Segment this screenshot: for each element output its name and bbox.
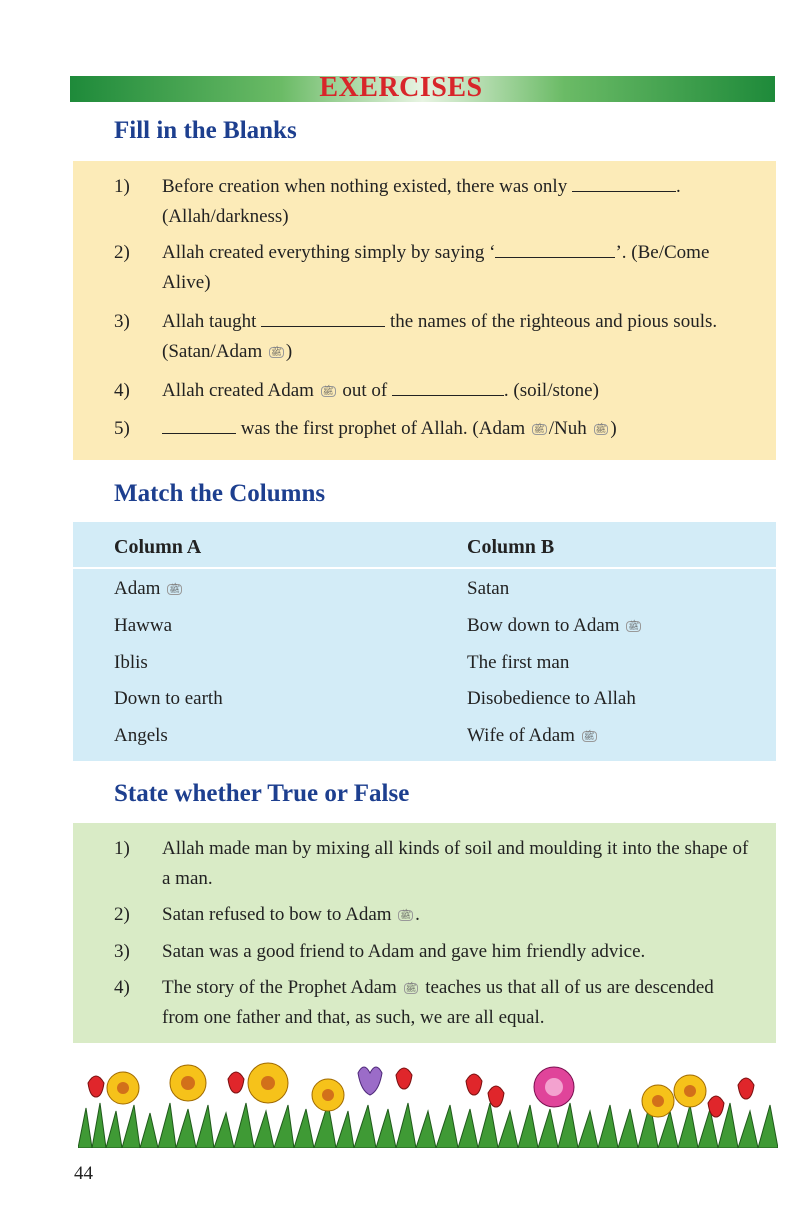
statement-text: Satan was a good friend to Adam and gave him friendly advice. — [162, 941, 646, 962]
statement-number: 3) — [114, 941, 130, 962]
true-false-heading: State whether True or False — [114, 780, 410, 807]
match-columns-heading: Match the Columns — [114, 480, 326, 507]
pbuh-icon: ﷺ — [533, 424, 545, 435]
question-text: Allah created everything simply by saying ‘ — [162, 242, 496, 263]
pbuh-icon: ﷺ — [405, 983, 417, 994]
question-text: the names of the righteous and pious souls. — [385, 311, 718, 332]
question-number: 1) — [114, 176, 130, 197]
column-a-item: Adam ﷺ — [114, 578, 181, 599]
statement-text: The story of the Prophet Adam — [162, 977, 402, 998]
question-text: Allah taught — [162, 311, 262, 332]
answer-options: ) — [285, 341, 293, 362]
question-text: . (soil/stone) — [503, 380, 599, 401]
answer-options: (Allah/darkness) — [162, 206, 289, 227]
question-number: 4) — [114, 380, 130, 401]
column-a-item: Iblis — [114, 652, 148, 673]
column-b-header: Column B — [467, 536, 555, 558]
grass-icon — [78, 1103, 778, 1148]
statement-number: 4) — [114, 977, 130, 998]
question-text: Before creation when nothing existed, there was only — [162, 176, 572, 197]
column-b-item: Satan — [467, 578, 510, 599]
pbuh-icon: ﷺ — [595, 424, 607, 435]
flower-border-illustration — [78, 1053, 778, 1148]
pbuh-icon: ﷺ — [628, 621, 640, 632]
column-a-header: Column A — [114, 536, 202, 558]
question-text: ) — [610, 418, 617, 439]
question-number: 2) — [114, 242, 130, 263]
pbuh-icon: ﷺ — [583, 731, 595, 742]
column-b-item: Disobedience to Allah — [467, 688, 636, 709]
question-text: . — [675, 176, 681, 197]
answer-options: Alive) — [162, 272, 211, 293]
column-a-item: Angels — [114, 725, 168, 746]
page-title: EXERCISES — [319, 72, 483, 103]
statement-text: Allah made man by mixing all kinds of soil and moulding it into the shape of — [162, 838, 749, 859]
purple-flower-icon — [358, 1067, 382, 1095]
question-number: 3) — [114, 311, 130, 332]
column-b-item: Wife of Adam ﷺ — [467, 725, 595, 746]
question-text: /Nuh — [548, 418, 592, 439]
pbuh-icon: ﷺ — [322, 386, 334, 397]
statement-text: Satan refused to bow to Adam — [162, 904, 397, 925]
answer-blank[interactable] — [162, 416, 236, 434]
statement-text: from one father and that, as such, we are all equal. — [162, 1007, 545, 1028]
answer-blank[interactable] — [572, 174, 676, 192]
question-text: ’. (Be/Come — [615, 242, 710, 263]
statement-text: teaches us that all of us are descended — [420, 977, 714, 998]
column-b-item: The first man — [467, 652, 570, 673]
pbuh-icon: ﷺ — [169, 584, 181, 595]
question-number: 5) — [114, 418, 130, 439]
statement-number: 1) — [114, 838, 130, 859]
question-text: was the first prophet of Allah. (Adam — [236, 418, 530, 439]
statement-text: a man. — [162, 868, 213, 889]
answer-blank[interactable] — [495, 240, 615, 258]
statement-text: . — [415, 904, 420, 925]
question-text: out of — [337, 380, 392, 401]
pbuh-icon: ﷺ — [271, 347, 282, 358]
column-b-item: Bow down to Adam ﷺ — [467, 615, 640, 636]
pink-flower-icon — [534, 1067, 574, 1107]
column-a-item: Hawwa — [114, 615, 173, 636]
fill-blanks-heading: Fill in the Blanks — [114, 117, 297, 144]
column-divider — [73, 567, 776, 569]
answer-options: (Satan/Adam — [162, 341, 268, 362]
answer-blank[interactable] — [392, 378, 504, 396]
page-number: 44 — [74, 1163, 93, 1184]
column-a-item: Down to earth — [114, 688, 223, 709]
pbuh-icon: ﷺ — [400, 910, 412, 921]
answer-blank[interactable] — [261, 309, 385, 327]
statement-number: 2) — [114, 904, 130, 925]
question-text: Allah created Adam — [162, 380, 319, 401]
